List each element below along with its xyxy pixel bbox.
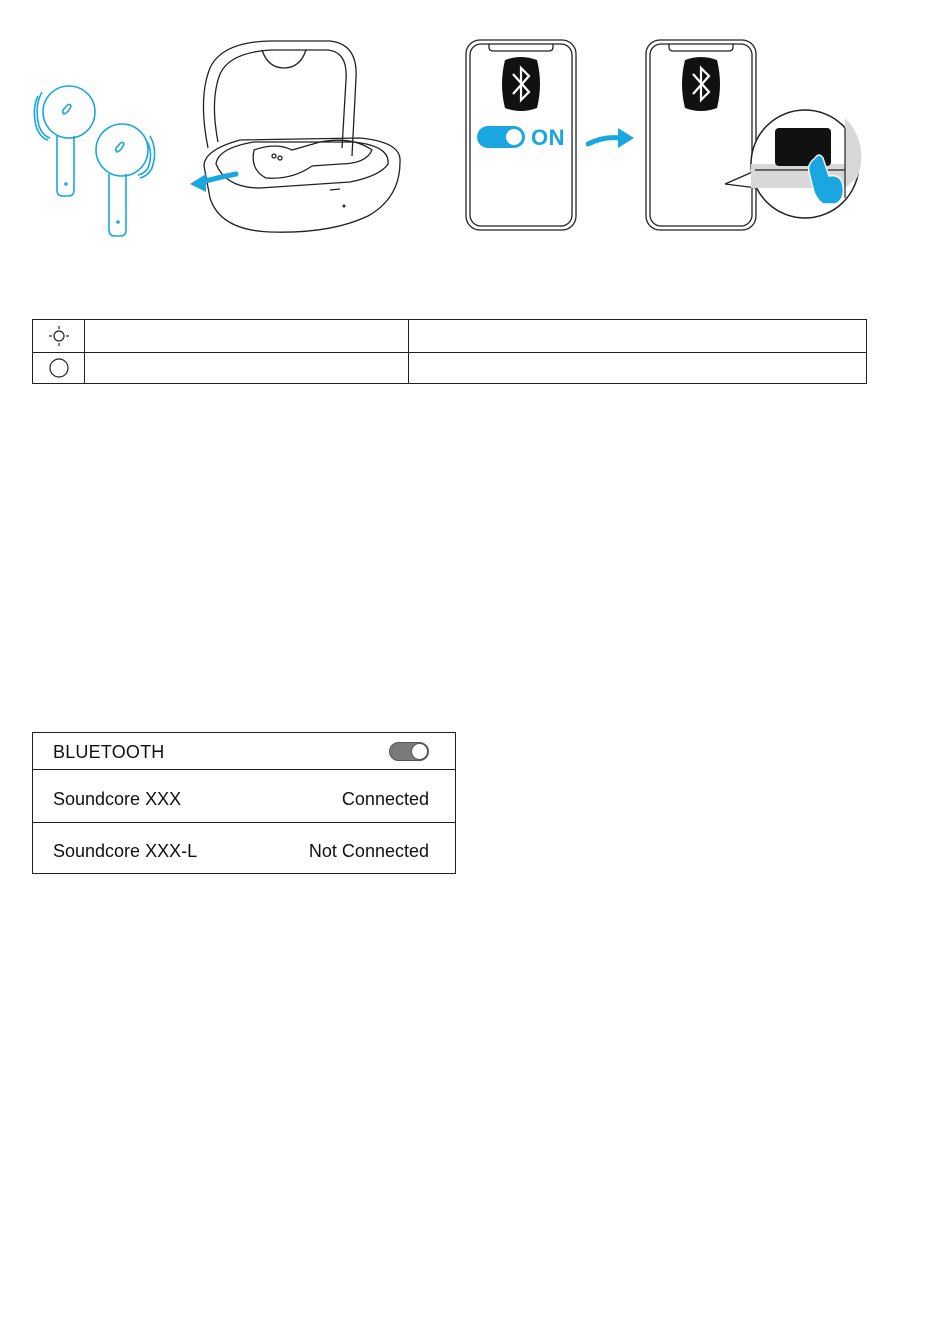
device-name: Soundcore XXX-L bbox=[53, 841, 198, 861]
device-row-soundcore-xxx[interactable] bbox=[33, 770, 455, 823]
table-row bbox=[33, 352, 866, 384]
led-blinking-icon bbox=[48, 325, 70, 347]
led-status-table bbox=[32, 319, 867, 384]
bluetooth-toggle[interactable] bbox=[389, 742, 429, 761]
bluetooth-header bbox=[33, 733, 455, 770]
toggle-on-label: ON bbox=[531, 125, 565, 150]
phone-2 bbox=[645, 38, 867, 232]
led-meaning-cell bbox=[409, 320, 866, 352]
device-status: Not Connected bbox=[308, 841, 429, 861]
device-status: Connected bbox=[341, 789, 429, 809]
charging-case-icon bbox=[203, 41, 400, 232]
arrow-icon bbox=[586, 124, 638, 152]
earbuds-illustration bbox=[26, 78, 166, 240]
toggle-icon bbox=[477, 126, 525, 148]
bluetooth-icon bbox=[682, 57, 720, 111]
charging-case-illustration bbox=[180, 38, 405, 236]
led-mode-cell bbox=[85, 352, 409, 384]
bluetooth-title: BLUETOOTH bbox=[53, 742, 165, 762]
device-name: Soundcore XXX bbox=[53, 789, 182, 809]
bluetooth-device-list bbox=[32, 732, 456, 874]
earbud-icon bbox=[34, 86, 154, 236]
bluetooth-icon bbox=[502, 57, 540, 111]
zoom-bubble bbox=[725, 110, 861, 218]
led-mode-cell bbox=[85, 320, 409, 352]
table-row bbox=[33, 320, 866, 353]
led-off-icon bbox=[48, 357, 70, 379]
toggle-knob bbox=[411, 743, 428, 760]
device-row-soundcore-xxx-l[interactable] bbox=[33, 823, 455, 874]
led-meaning-cell bbox=[409, 352, 866, 384]
